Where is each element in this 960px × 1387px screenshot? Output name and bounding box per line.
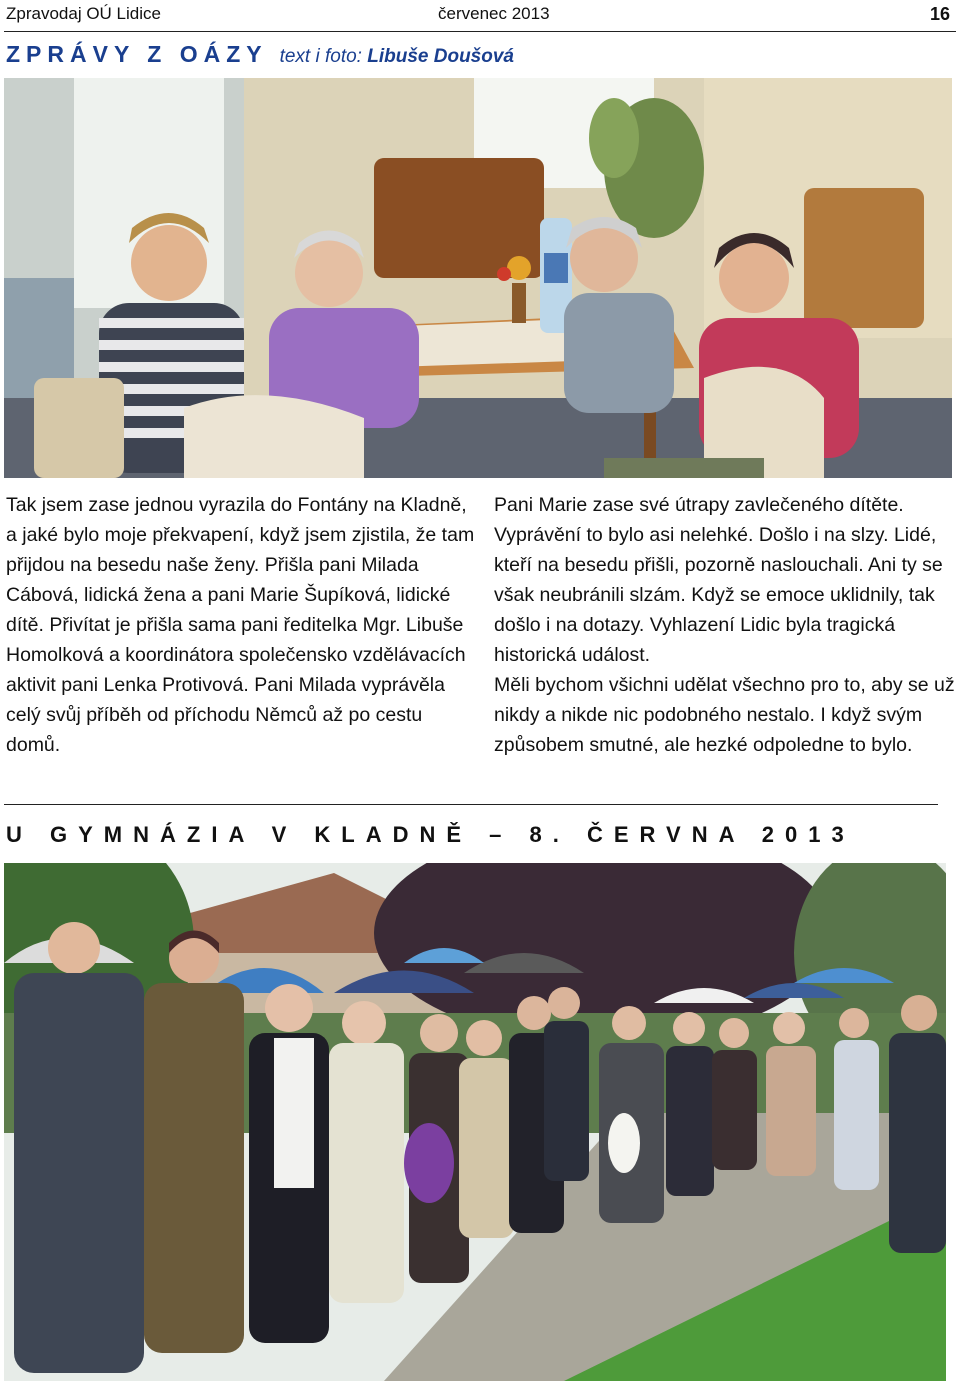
photo-gymnasium-gathering <box>4 863 946 1381</box>
section-divider <box>4 804 938 805</box>
issue-date: červenec 2013 <box>438 4 550 23</box>
credit-author: Libuše Doušová <box>367 46 514 67</box>
section-heading-oaza <box>6 41 514 68</box>
article-paragraph: Tak jsem zase jednou vyrazila do Fontány na Kladně, a jaké bylo moje překvapení, když jsem zjistila, že tam přijdou na besedu naše ženy. Přišla pani Milada Cábová, lidická žena a pani Marie Šupíková, lidické dítě. Přivítat je přišla sama pani ředitelka Mgr. Libuše Homolková a koordinátora společensko vzdělávacích aktivit pani Lenka Protivová. Pani Milada vyprávěla celý svůj příběh od příchodu Němců až po cestu domů. <box>6 494 475 756</box>
section-heading-gymnazium: U GYMNÁZIA V KLADNĚ – 8. ČERVNA 2013 <box>6 822 855 847</box>
section-title: ZPRÁVY Z OÁZY <box>6 41 268 67</box>
photo-credit <box>280 46 514 67</box>
article-paragraph: Pani Marie zase své útrapy zavlečeného dítěte. Vyprávění to bylo asi nelehké. Došlo i na slzy. Lidé, kteří na besedu přišli, pozorně naslouchali. Ani ty se však neubránili slzám. Když se emoce uklidnily, tak došlo i na dotazy. Vyhlazení Lidic byla tragická historická událost. <box>494 494 943 666</box>
article-column-left <box>6 490 476 760</box>
article-column-right <box>494 490 956 760</box>
photo-women-at-table <box>4 78 952 478</box>
page-number: 16 <box>929 4 950 24</box>
credit-prefix: text i foto: <box>279 46 362 67</box>
publication-name: Zpravodaj OÚ Lidice <box>6 4 161 23</box>
header-divider <box>4 31 956 32</box>
article-paragraph: Měli bychom všichni udělat všechno pro to, aby se už nikdy a nikde nic podobného nestalo. I když svým způsobem smutné, ale hezké odpoledne to bylo. <box>494 674 955 756</box>
